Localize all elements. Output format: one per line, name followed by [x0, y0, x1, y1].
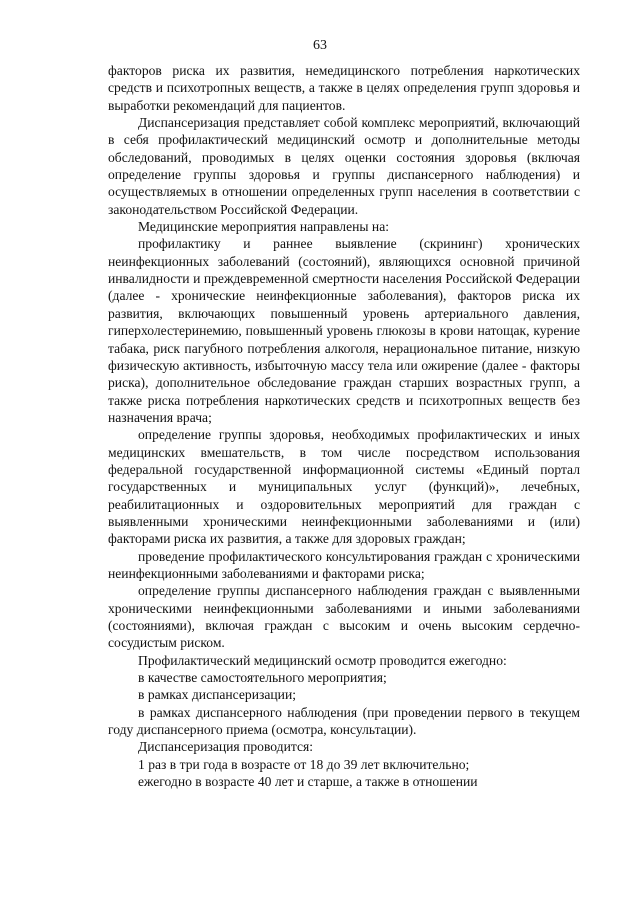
paragraph-10: в рамках диспансеризации;	[138, 687, 296, 703]
paragraph-4: профилактику и раннее выявление (скрининг) хронических неинфекционных заболеваний (состояний), являющихся основной причиной инвалидности и преждевременной смертности населения Российской Федерации (далее - хронические неинфекционные заболевания), факторов риска их развития, включающих повышенный уровень артериального давления, гиперхолестеринемию, повышенный уровень глюкозы в крови натощак, курение табака, риск пагубного потребления алкоголя, нерациональное питание, низкую физическую активность, избыточную массу тела или ожирение (далее - факторы риска), дополнительное обследование граждан старших возрастных групп, а также риска потребления наркотических средств и психотропных веществ без назначения врача;	[108, 236, 580, 425]
paragraph-14: ежегодно в возрасте 40 лет и старше, а также в отношении	[138, 774, 478, 790]
paragraph-11: в рамках диспансерного наблюдения (при проведении первого в текущем году диспансерного приема (осмотра, консультации).	[108, 704, 580, 738]
paragraph-3: Медицинские мероприятия направлены на:	[138, 219, 389, 235]
page-number: 63	[313, 38, 327, 53]
paragraph-8: Профилактический медицинский осмотр проводится ежегодно:	[138, 652, 507, 668]
paragraph-12: Диспансеризация проводится:	[138, 739, 314, 755]
paragraph-5: определение группы здоровья, необходимых профилактических и иных медицинских вмешательств, в том числе посредством использования федеральной государственной информационной системы «Единый портал государственных и муниципальных услуг (функций)», лечебных, реабилитационных и оздоровительных мероприятий для граждан с выявленными хроническими неинфекционными заболеваниями и (или) факторами риска их развития, а также для здоровых граждан;	[108, 427, 580, 547]
paragraph-1: факторов риска их развития, немедицинского потребления наркотических средств и психотропных веществ, а также в целях определения групп здоровья и выработки рекомендаций для пациентов.	[108, 63, 580, 113]
paragraph-2: Диспансеризация представляет собой комплекс мероприятий, включающий в себя профилактический медицинский осмотр и дополнительные методы обследований, проводимых в целях оценки состояния здоровья (включая определение группы здоровья и группы диспансерного наблюдения) и осуществляемых в отношении определенных групп населения в соответствии с законодательством Российской Федерации.	[108, 115, 580, 217]
paragraph-6: проведение профилактического консультирования граждан с хроническими неинфекционными заболеваниями и факторами риска;	[108, 548, 580, 581]
paragraph-7: определение группы диспансерного наблюдения граждан с выявленными хроническими неинфекционными заболеваниями и иными заболеваниями (состояниями), включая граждан с высоким и очень высоким сердечно-сосудистым риском.	[108, 583, 580, 651]
paragraph-13: 1 раз в три года в возрасте от 18 до 39 лет включительно;	[138, 756, 470, 772]
document-body	[108, 62, 580, 790]
paragraph-9: в качестве самостоятельного мероприятия;	[138, 670, 387, 686]
